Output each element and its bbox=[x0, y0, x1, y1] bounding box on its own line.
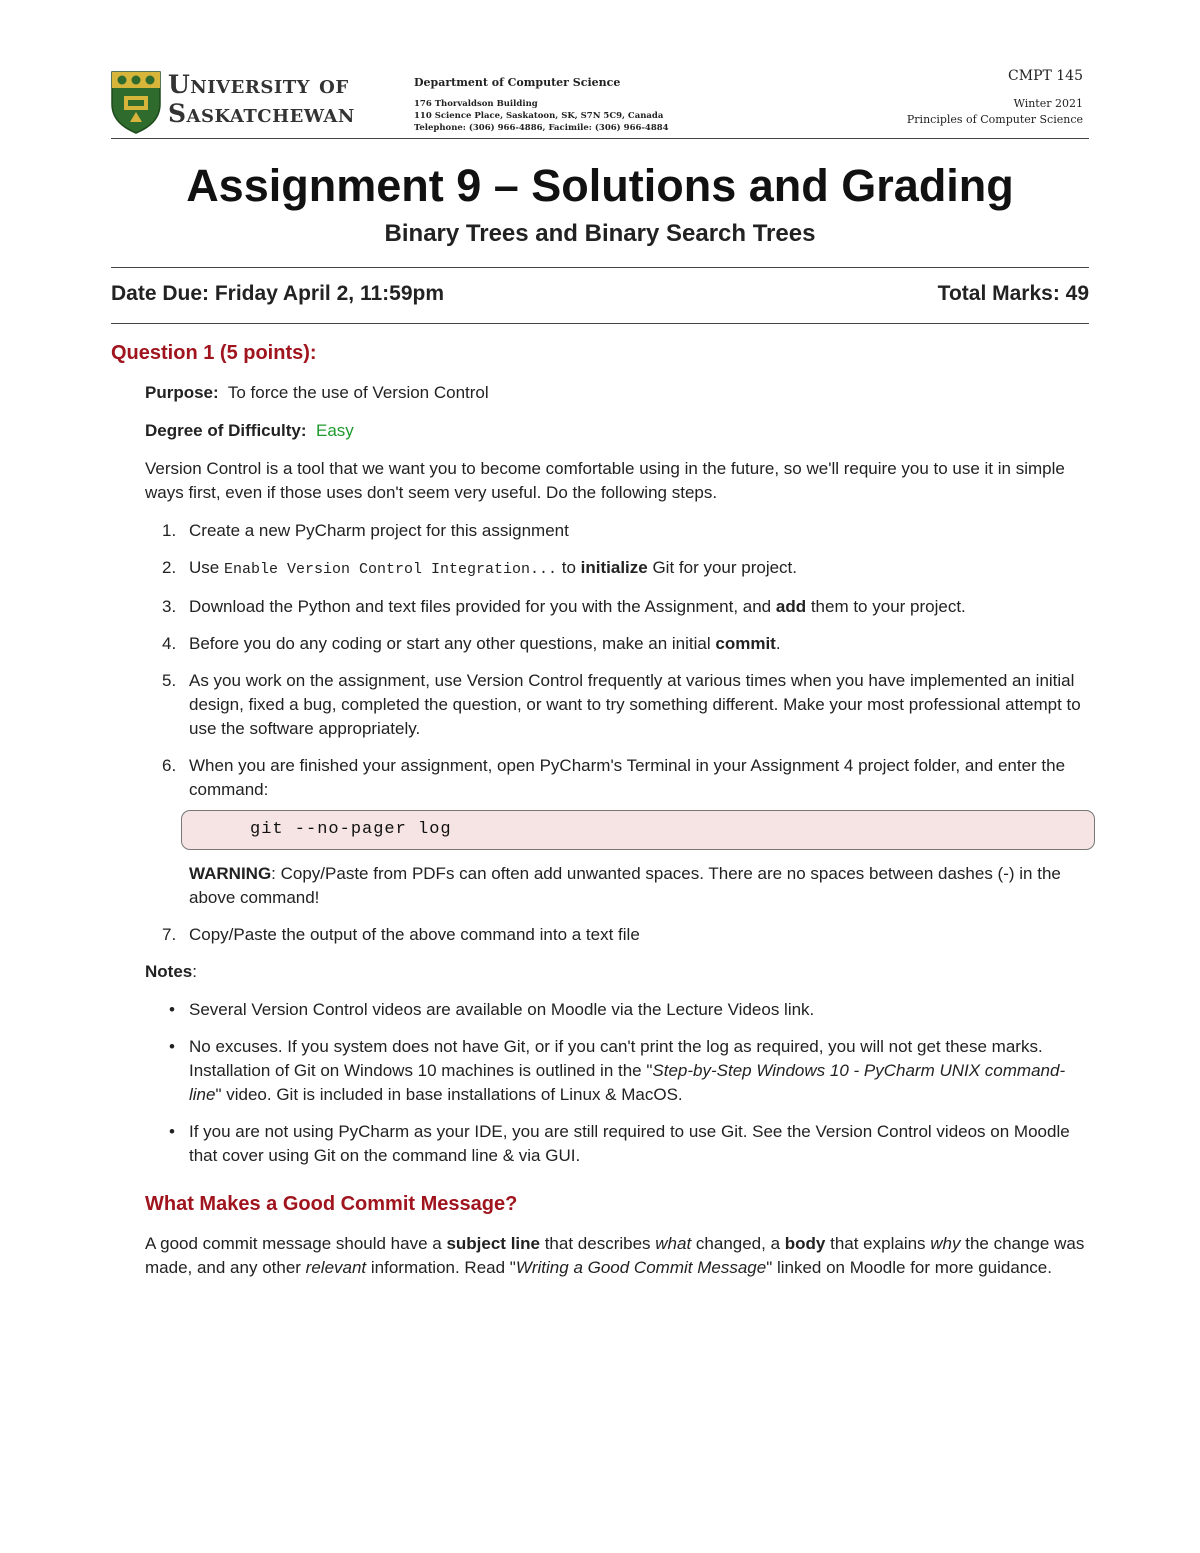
department-info bbox=[414, 76, 669, 134]
bullet-icon: • bbox=[169, 1000, 175, 1019]
list-item: 4. Before you do any coding or start any other questions, make an initial commit. bbox=[162, 634, 781, 653]
list-item: 5. As you work on the assignment, use Version Control frequently at various times when you have implemented an initial design, fixed a bug, completed the question, or want to try something different. Make your most professional attempt to use the software appropriately. bbox=[162, 671, 1081, 738]
inline-code: Enable Version Control Integration... bbox=[223, 561, 558, 578]
bullet-icon: • bbox=[169, 1037, 175, 1056]
university-crest-icon bbox=[110, 70, 162, 134]
warning-text: WARNING: Copy/Paste from PDFs can often add unwanted spaces. There are no spaces between dashes (-) in the above command! bbox=[189, 864, 1061, 907]
bullet-icon: • bbox=[169, 1122, 175, 1141]
difficulty-line: Degree of Difficulty: Easy bbox=[145, 421, 354, 440]
steps-list bbox=[145, 519, 1089, 947]
difficulty-value: Easy bbox=[315, 421, 354, 440]
university-name-line2: Saskatchewan bbox=[168, 99, 355, 128]
university-name-line1: University of bbox=[168, 70, 349, 99]
notes-line: Notes: bbox=[145, 962, 197, 981]
difficulty-label: Degree of Difficulty bbox=[145, 421, 301, 440]
list-item: 7. Copy/Paste the output of the above command into a text file bbox=[162, 925, 640, 944]
course-info bbox=[907, 68, 1083, 128]
due-date: Date Due: Friday April 2, 11:59pm bbox=[111, 282, 444, 305]
title-divider bbox=[111, 267, 1089, 268]
department-name: Department of Computer Science bbox=[414, 76, 621, 89]
header-divider bbox=[111, 138, 1089, 139]
list-item: • Several Version Control videos are available on Moodle via the Lecture Videos link. bbox=[145, 998, 1089, 1022]
purpose-label: Purpose bbox=[145, 383, 214, 402]
total-marks: Total Marks: 49 bbox=[937, 282, 1089, 305]
list-item: • No excuses. If you system does not have Git, or if you can't print the log as required, you will not get these marks. Installation of Git on Windows 10 machines is outlined in the "Step-by-Step Windows 10 - PyCharm UNIX command-line" video. Git is included in base installations of Linux & MacOS. bbox=[169, 1037, 1066, 1104]
page-title: Assignment 9 – Solutions and Grading bbox=[186, 160, 1014, 211]
address-line1: 176 Thorvaldson Building bbox=[414, 99, 538, 109]
command-box[interactable]: git --no-pager log bbox=[181, 810, 1095, 850]
list-item: 3. Download the Python and text files provided for you with the Assignment, and add them to your project. bbox=[162, 597, 966, 616]
course-term: Winter 2021 bbox=[1013, 97, 1083, 110]
course-code: CMPT 145 bbox=[1008, 68, 1083, 84]
intro-paragraph: Version Control is a tool that we want you to become comfortable using in the future, so we'll require you to use it in simple ways first, even if those uses don't seem very useful. Do the following steps. bbox=[145, 459, 1065, 502]
address-line2: 110 Science Place, Saskatoon, SK, S7N 5C9, Canada bbox=[414, 111, 664, 121]
question-body bbox=[145, 381, 1089, 1294]
notes-list bbox=[145, 998, 1089, 1168]
course-name: Principles of Computer Science bbox=[906, 113, 1083, 126]
list-item: • If you are not using PyCharm as your IDE, you are still required to use Git. See the Version Control videos on Moodle that cover using Git on the command line & via GUI. bbox=[169, 1122, 1070, 1165]
phone-line: Telephone: (306) 966-4886, Facimile: (306) 966-4884 bbox=[414, 123, 669, 133]
notes-label: Notes bbox=[145, 962, 193, 981]
list-item: 1. Create a new PyCharm project for this assignment bbox=[162, 521, 569, 540]
purpose-line: Purpose: To force the use of Version Control bbox=[145, 383, 489, 402]
due-divider bbox=[111, 323, 1089, 324]
page-subtitle: Binary Trees and Binary Search Trees bbox=[384, 220, 816, 247]
list-item: 6. When you are finished your assignment, open PyCharm's Terminal in your Assignment 4 project folder, and enter the command: git --no-pager log WARNING: Copy/Paste from PDFs can often add unwanted spaces. There are no spaces between dashes (-) in the above command! bbox=[145, 754, 1089, 910]
question-heading: Question 1 (5 points): bbox=[111, 342, 317, 364]
list-item: 2. Use Enable Version Control Integration... to initialize Git for your project. bbox=[162, 558, 798, 578]
purpose-text: To force the use of Version Control bbox=[227, 383, 489, 402]
university-name bbox=[168, 72, 355, 126]
commit-paragraph: A good commit message should have a subject line that describes what changed, a body that explains why the change was made, and any other relevant information. Read "Writing a Good Commit Message" linked on Moodle for more guidance. bbox=[145, 1234, 1085, 1277]
commit-section-heading: What Makes a Good Commit Message? bbox=[145, 1193, 518, 1215]
